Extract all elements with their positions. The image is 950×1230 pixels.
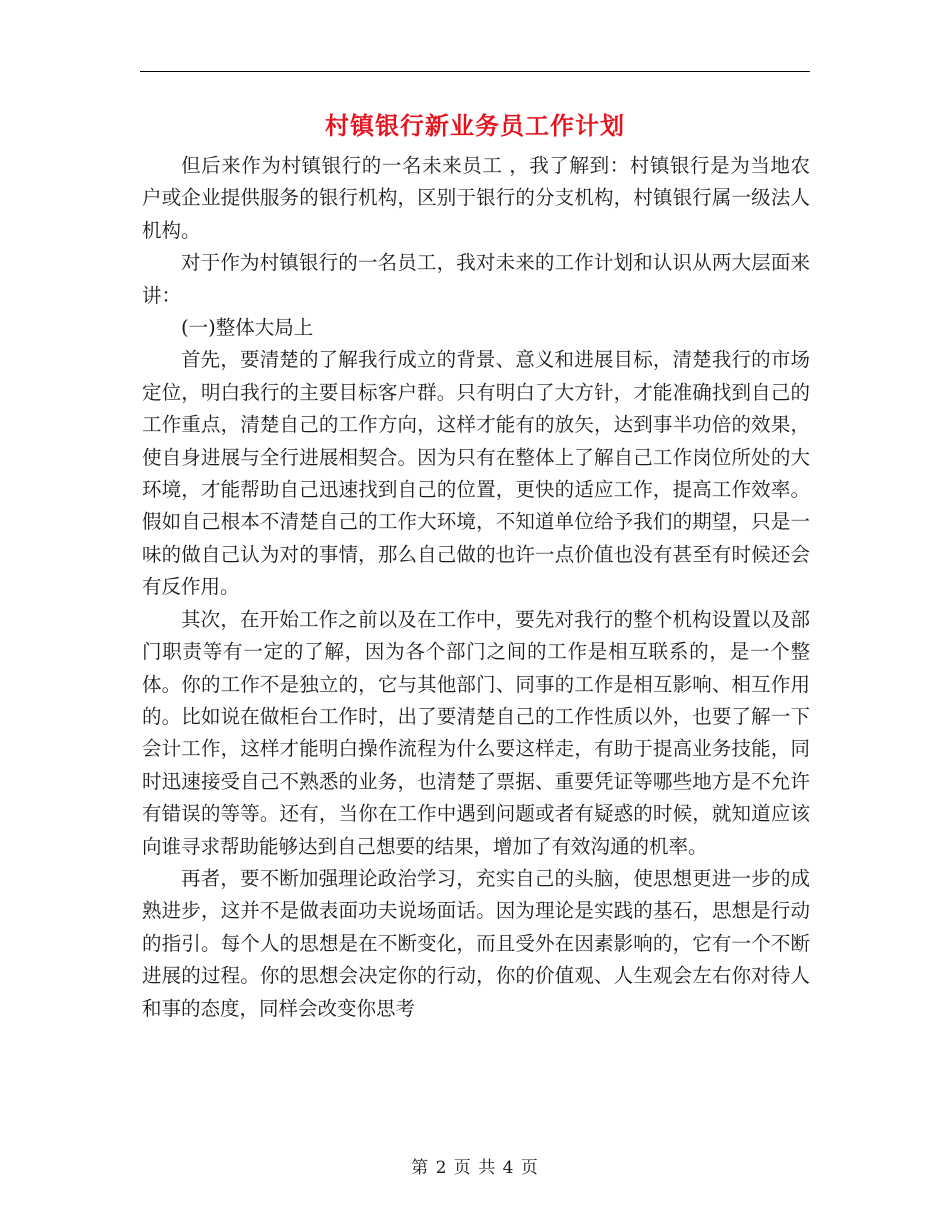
header-rule: [140, 71, 810, 72]
paragraph-3: 首先，要清楚的了解我行成立的背景、意义和进展目标，清楚我行的市场定位，明白我行的主要目标客户群。只有明白了大方针，才能准确找到自己的工作重点，清楚自己的工作方向，这样才能有的放矢，达到事半功倍的效果，使自身进展与全行进展相契合。因为只有在整体上了解自己工作岗位所处的大环境，才能帮助自己迅速找到自己的位置，更快的适应工作，提高工作效率。假如自己根本不清楚自己的工作大环境，不知道单位给予我们的期望，只是一味的做自己认为对的事情，那么自己做的也许一点价值也没有甚至有时候还会有反作用。: [142, 348, 810, 599]
section-heading: (一)整体大局上: [181, 316, 314, 340]
document-title: 村镇银行新业务员工作计划: [325, 111, 625, 140]
paragraph-1: 但后来作为村镇银行的一名未来员工 ，我了解到：村镇银行是为当地农户或企业提供服务的银行机构，区别于银行的分支机构，村镇银行属一级法人机构。: [142, 154, 810, 242]
document-body: [142, 150, 810, 1025]
page-number: 第 2 页 共 4 页: [411, 1158, 539, 1178]
paragraph-5: 再者，要不断加强理论政治学习，充实自己的头脑，使思想更进一步的成熟进步，这并不是做表面功夫说场面话。因为理论是实践的基石，思想是行动的指引。每个人的思想是在不断变化，而且受外在因素影响的，它有一个不断进展的过程。你的思想会决定你的行动，你的价值观、人生观会左右你对待人和事的态度，同样会改变你思考: [142, 866, 810, 1020]
paragraph-4: 其次，在开始工作之前以及在工作中，要先对我行的整个机构设置以及部门职责等有一定的了解，因为各个部门之间的工作是相互联系的，是一个整体。你的工作不是独立的，它与其他部门、同事的工作是相互影响、相互作用的。比如说在做柜台工作时，出了要清楚自己的工作性质以外，也要了解一下会计工作，这样才能明白操作流程为什么要这样走，有助于提高业务技能，同时迅速接受自己不熟悉的业务，也清楚了票据、重要凭证等哪些地方是不允许有错误的等等。还有，当你在工作中遇到问题或者有疑惑的时候，就知道应该向谁寻求帮助能够达到自己想要的结果，增加了有效沟通的机率。: [142, 607, 810, 858]
paragraph-2: 对于作为村镇银行的一名员工，我对未来的工作计划和认识从两大层面来讲：: [142, 251, 810, 307]
